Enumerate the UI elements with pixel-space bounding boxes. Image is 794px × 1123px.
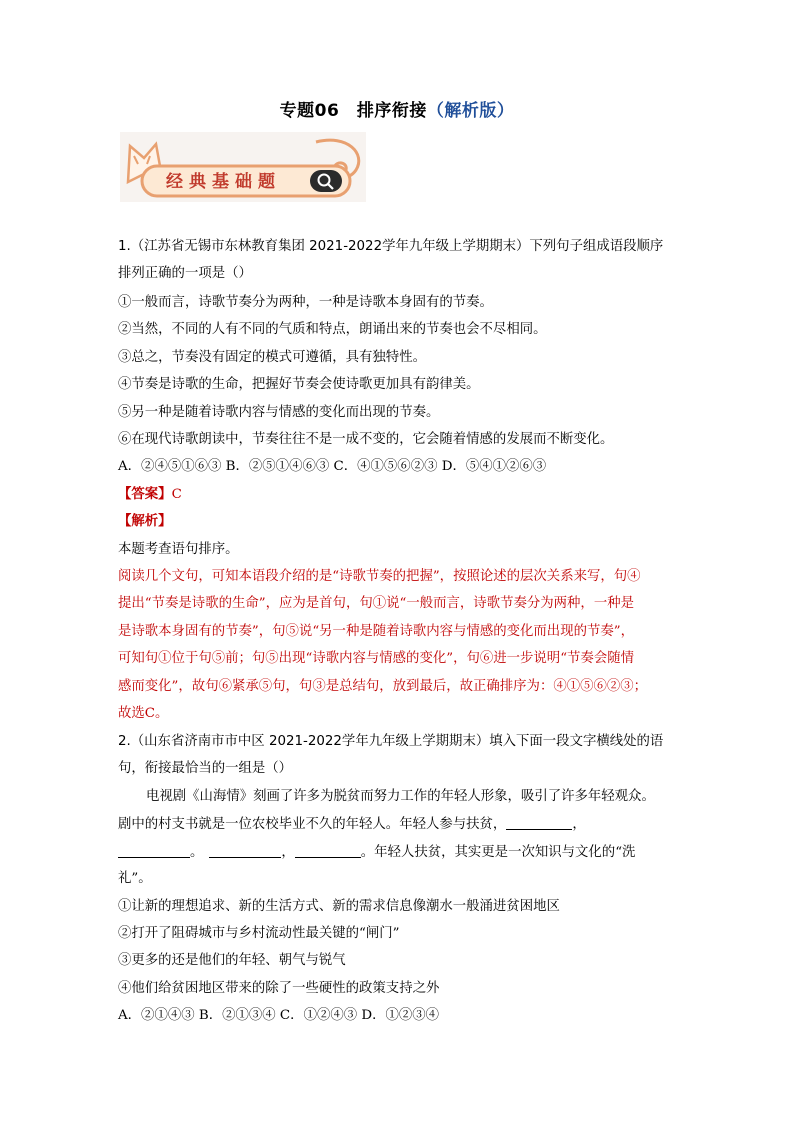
q2-passage-3-b: ， bbox=[281, 845, 295, 860]
title-paren: （解析版） bbox=[426, 101, 515, 121]
q1-stem-line2: 排列正确的一项是（） bbox=[118, 266, 252, 281]
q2-passage-4: 礼”。 bbox=[118, 871, 152, 886]
q1-analysis-6: 故选C。 bbox=[118, 706, 169, 721]
q2-sentence-1: ①让新的理想追求、新的生活方式、新的需求信息像潮水一般涌进贫困地区 bbox=[118, 899, 560, 914]
q2-passage-2-end: ， bbox=[572, 817, 586, 832]
banner-label: 经典基础题 bbox=[166, 172, 281, 192]
q2-passage-2 bbox=[118, 815, 688, 833]
q2-options: A．②①④③ B．②①③④ C．①②④③ D．①②③④ bbox=[118, 1008, 440, 1023]
q2-stem-line1: 2.（山东省济南市市中区 2021-2022学年九年级上学期期末）填入下面一段文字横线处的语 bbox=[118, 734, 664, 749]
q1-topic: 本题考查语句排序。 bbox=[118, 542, 239, 557]
q2-sentence-3: ③更多的还是他们的年轻、朝气与锐气 bbox=[118, 953, 346, 968]
blank-4 bbox=[295, 843, 361, 858]
q1-analysis-4: 可知句①位于句⑤前；句⑤出现“诗歌内容与情感的变化”，句⑥进一步说明“节奏会随情 bbox=[118, 651, 634, 666]
q1-sentence-4: ④节奏是诗歌的生命，把握好节奏会使诗歌更加具有韵律美。 bbox=[118, 377, 480, 392]
q1-options: A．②④⑤①⑥③ B．②⑤①④⑥③ C．④①⑤⑥②③ D．⑤④①②⑥③ bbox=[118, 459, 547, 474]
answer-tag: 【答案】 bbox=[118, 487, 172, 502]
q2-passage-3-a: 。 bbox=[190, 845, 204, 860]
q2-passage-1: 电视剧《山海情》刻画了许多为脱贫而努力工作的年轻人形象，吸引了许多年轻观众。 bbox=[146, 789, 655, 804]
blank-2 bbox=[118, 843, 190, 858]
q1-answer-line bbox=[118, 486, 688, 503]
q2-passage-3-c: 。年轻人扶贫，其实更是一次知识与文化的“洗 bbox=[360, 845, 636, 860]
q2-passage-2-text: 剧中的村支书就是一位农校毕业不久的年轻人。年轻人参与扶贫， bbox=[118, 817, 507, 832]
q1-analysis-1: 阅读几个文句，可知本语段介绍的是“诗歌节奏的把握”，按照论述的层次关系来写，句④ bbox=[118, 569, 641, 584]
q1-sentence-3: ③总之，节奏没有固定的模式可遵循，具有独特性。 bbox=[118, 350, 426, 365]
title-main: 专题06 排序衔接 bbox=[279, 101, 427, 121]
q1-analysis-tag bbox=[118, 513, 688, 530]
blank-3 bbox=[209, 843, 281, 858]
section-banner bbox=[120, 132, 366, 202]
blank-1 bbox=[506, 815, 572, 830]
q1-sentence-6: ⑥在现代诗歌朗读中，节奏往往不是一成不变的，它会随着情感的发展而不断变化。 bbox=[118, 432, 614, 447]
q1-sentence-5: ⑤另一种是随着诗歌内容与情感的变化而出现的节奏。 bbox=[118, 405, 440, 420]
q1-analysis-3: 是诗歌本身固有的节奏”，句⑤说“另一种是随着诗歌内容与情感的变化而出现的节奏”， bbox=[118, 624, 634, 639]
q2-sentence-2: ②打开了阻碍城市与乡村流动性最关键的“闸门” bbox=[118, 926, 400, 941]
q1-stem-line1: 1.（江苏省无锡市东林教育集团 2021-2022学年九年级上学期期末）下列句子组成语段顺序 bbox=[118, 239, 664, 254]
q2-stem-line2: 句，衔接最恰当的一组是（） bbox=[118, 761, 293, 776]
q1-sentence-1: ①一般而言，诗歌节奏分为两种，一种是诗歌本身固有的节奏。 bbox=[118, 295, 493, 310]
answer-value: C bbox=[171, 487, 182, 502]
q1-analysis-2: 提出“节奏是诗歌的生命”，应为是首句，句①说“一般而言，诗歌节奏分为两种，一种是 bbox=[118, 596, 634, 611]
q2-sentence-4: ④他们给贫困地区带来的除了一些硬性的政策支持之外 bbox=[118, 981, 440, 996]
q1-sentence-2: ②当然，不同的人有不同的气质和特点，朗诵出来的节奏也会不尽相同。 bbox=[118, 322, 547, 337]
q1-analysis-5: 感而变化”，故句⑥紧承⑤句，句③是总结句，放到最后，故正确排序为：④①⑤⑥②③； bbox=[118, 679, 648, 694]
page-title bbox=[0, 96, 794, 121]
q2-passage-3 bbox=[118, 843, 688, 861]
analysis-tag: 【解析】 bbox=[118, 514, 172, 529]
